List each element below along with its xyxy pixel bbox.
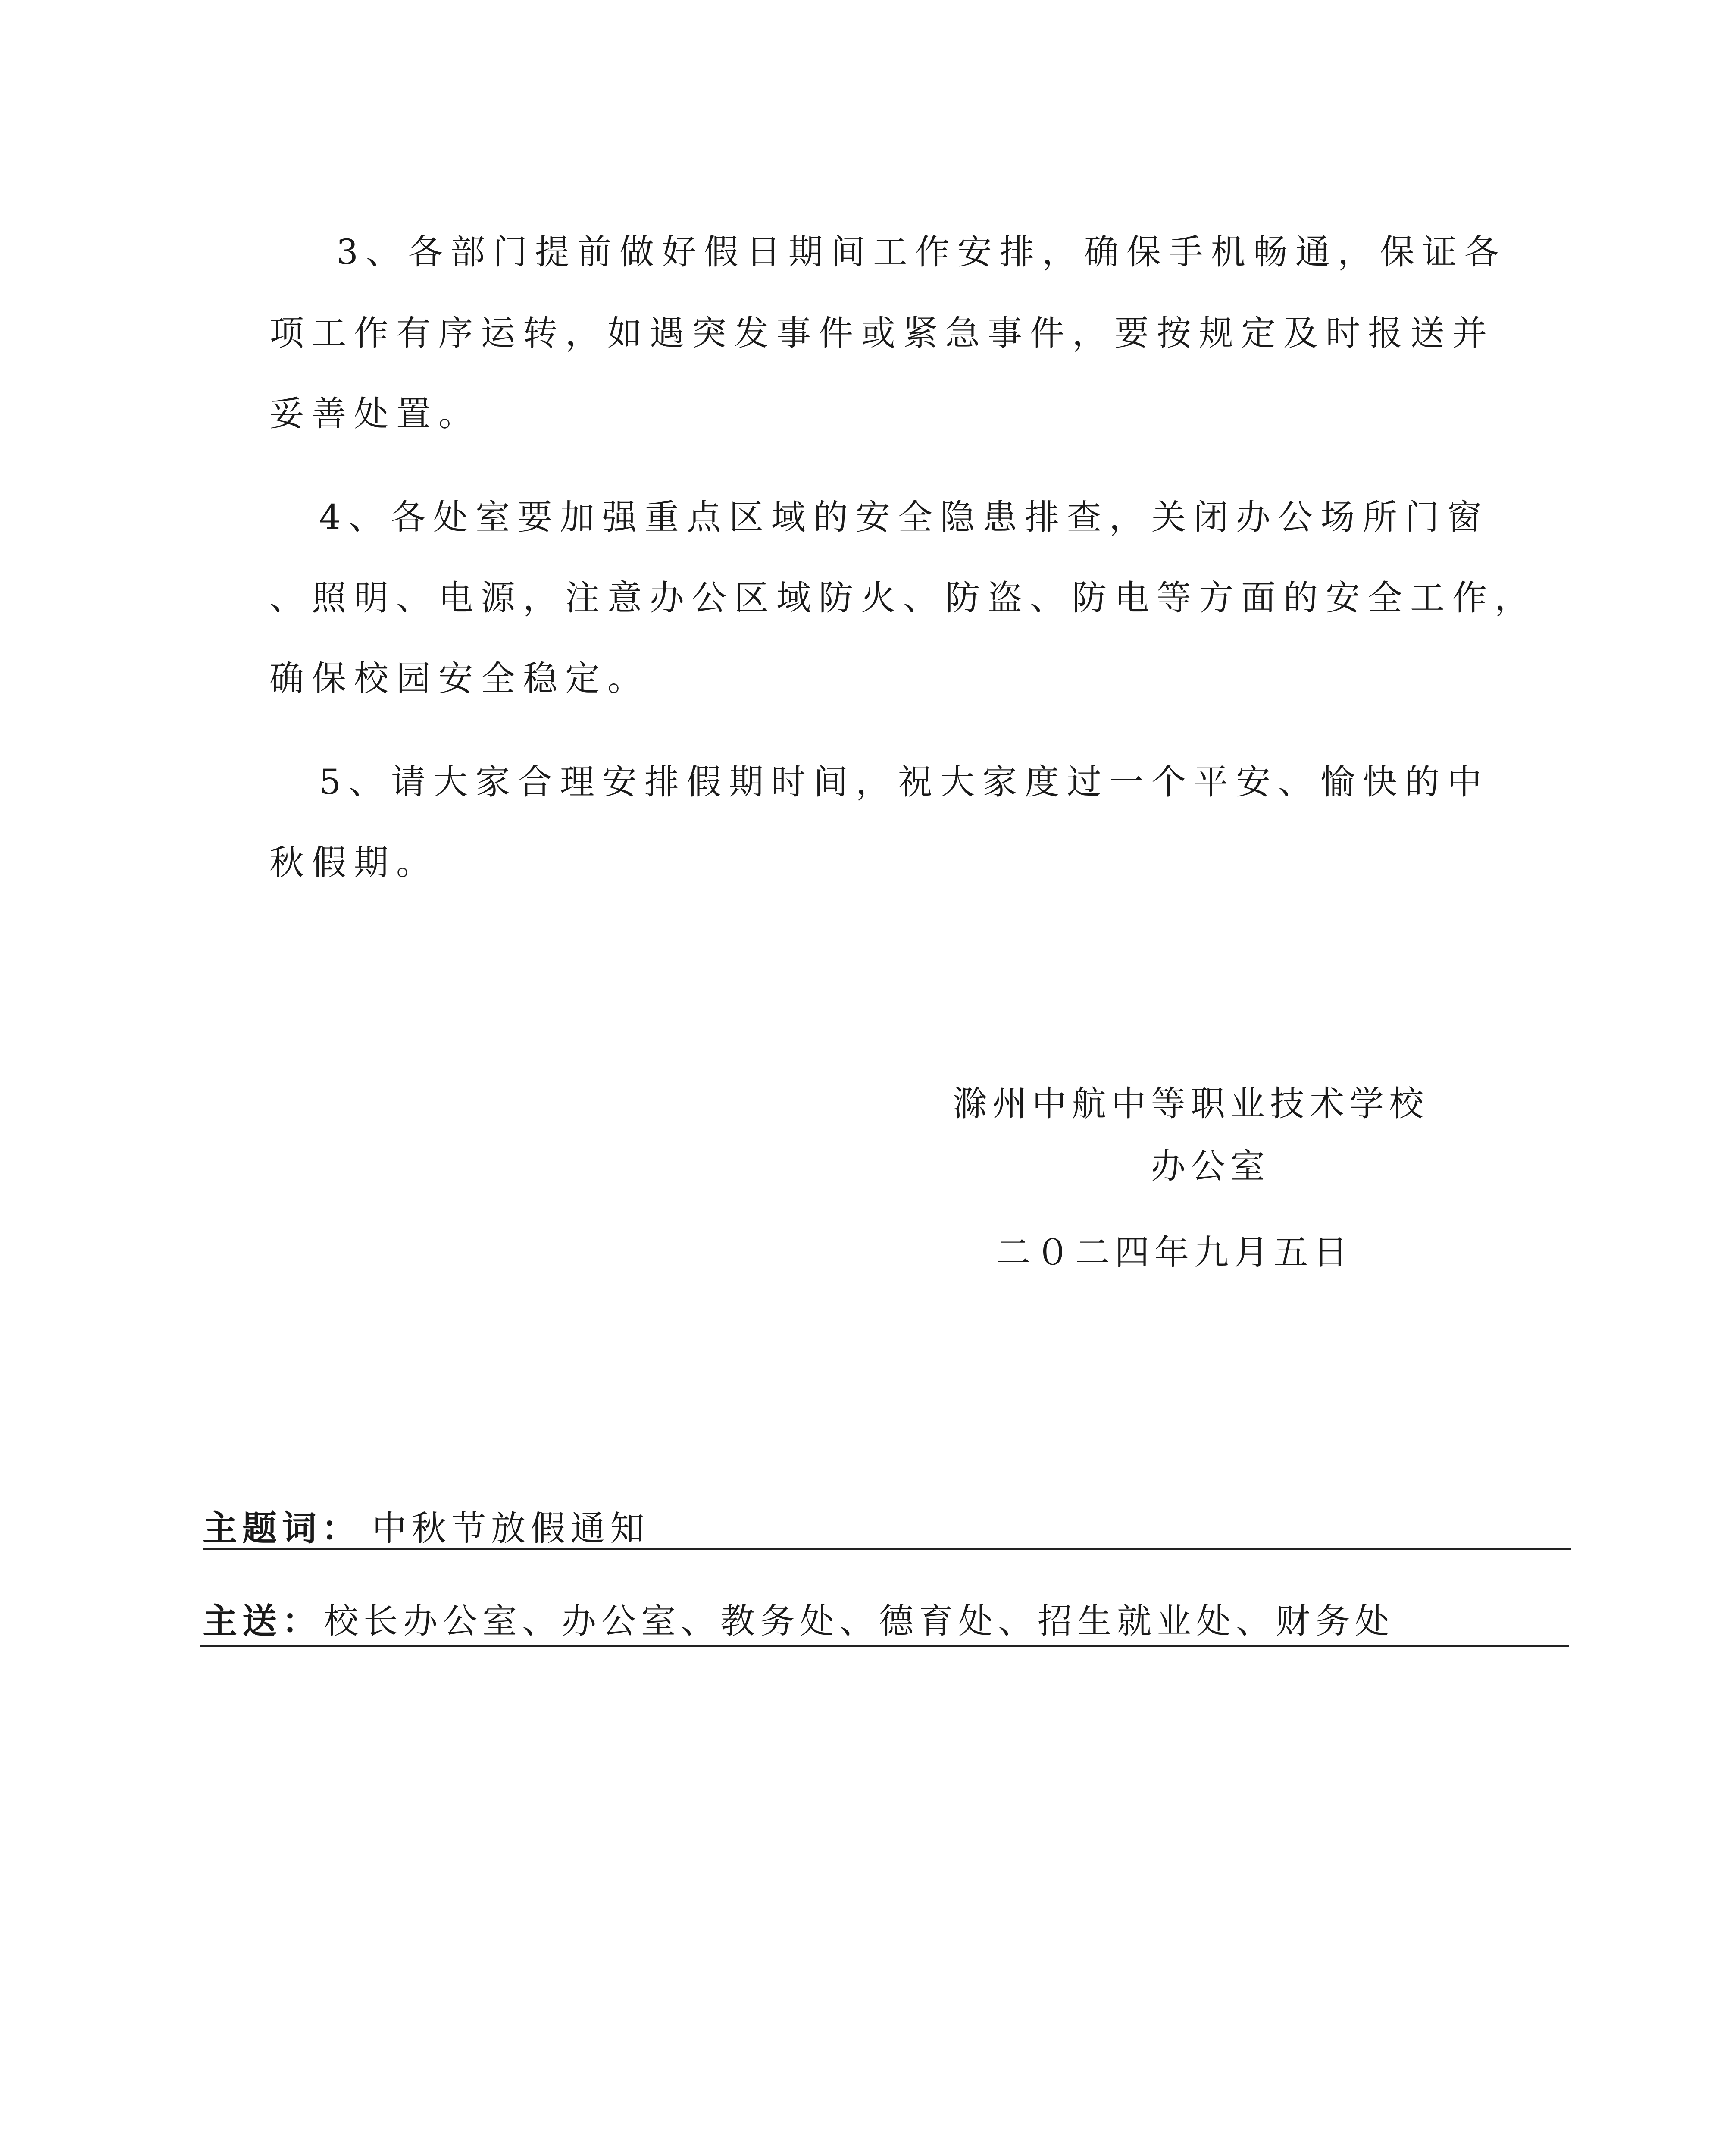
- signature-department: 办公室: [1151, 1146, 1270, 1186]
- paragraph-line: 、照明、电源，注意办公区域防火、防盗、防电等方面的安全工作，: [269, 578, 1537, 618]
- paragraph-line: 确保校园安全稳定。: [269, 658, 650, 699]
- paragraph-line: 4、各处室要加强重点区域的安全隐患排查，关闭办公场所门窗: [319, 497, 1489, 537]
- send-to-divider: [200, 1645, 1569, 1647]
- paragraph-line: 秋假期。: [269, 843, 438, 883]
- subject-divider: [203, 1548, 1571, 1550]
- subject-value: 中秋节放假通知: [372, 1508, 650, 1548]
- paragraph-line: 项工作有序运转，如遇突发事件或紧急事件，要按规定及时报送并: [269, 313, 1495, 353]
- send-to-value: 校长办公室、办公室、教务处、德育处、招生就业处、财务处: [324, 1601, 1395, 1641]
- paragraph-line: 妥善处置。: [269, 394, 481, 434]
- subject-row: [203, 1501, 1561, 1550]
- paragraph-line: 3、各部门提前做好假日期间工作安排，确保手机畅通，保证各: [336, 232, 1507, 272]
- paragraph-line: 5、请大家合理安排假期时间，祝大家度过一个平安、愉快的中: [319, 762, 1489, 802]
- send-to-row: [203, 1593, 1561, 1643]
- signature-organization: 滁州中航中等职业技术学校: [953, 1084, 1429, 1124]
- send-to-label: 主送：: [203, 1601, 322, 1641]
- subject-label: 主题词：: [203, 1508, 361, 1548]
- signature-date: 二０二四年九月五日: [996, 1232, 1353, 1272]
